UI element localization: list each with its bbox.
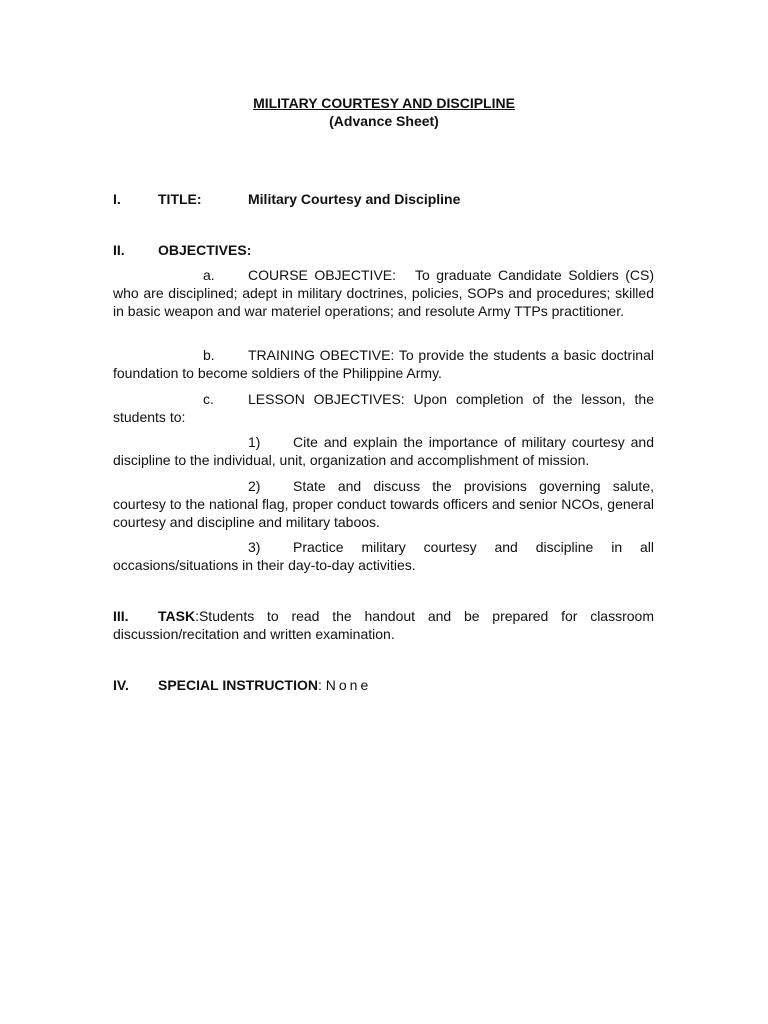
objective-item-training [113, 346, 654, 382]
item-marker: b. [203, 347, 215, 363]
lesson-objective-3 [113, 538, 654, 574]
section-number: I. [113, 191, 121, 207]
section-label: OBJECTIVES: [158, 242, 252, 258]
section-text: :Students to read the handout and be prepared for classroom discussion/recitation and written examination. [113, 608, 654, 642]
objective-item-course [113, 266, 658, 320]
item-marker: 2) [248, 478, 261, 494]
label-colon: : [317, 677, 326, 693]
section-number: II. [113, 242, 125, 258]
section-value: Military Courtesy and Discipline [248, 191, 461, 207]
section-label: TITLE: [158, 191, 202, 207]
item-text: Cite and explain the importance of military courtesy and discipline to the individual, unit, organization and accomplishment of mission. [113, 434, 654, 468]
section-label: TASK [158, 608, 196, 624]
item-text: COURSE OBJECTIVE: To graduate Candidate Soldiers (CS) who are disciplined; adept in military doctrines, policies, SOPs and procedures; skilled in basic weapon and war materiel operations; and resolute Army TTPs practitioner. [113, 267, 658, 319]
lesson-objective-1 [113, 433, 654, 469]
objective-item-lesson [113, 390, 654, 426]
section-value: None [325, 677, 372, 693]
section-number: III. [113, 608, 129, 624]
item-marker: c. [203, 391, 214, 407]
item-text: State and discuss the provisions governing salute, courtesy to the national flag, proper conduct towards officers and senior NCOs, general courtesy and discipline and military taboos. [113, 478, 654, 530]
item-text: TRAINING OBECTIVE: To provide the students a basic doctrinal foundation to become soldiers of the Philippine Army. [113, 347, 654, 381]
item-marker: 1) [248, 434, 261, 450]
item-text: Practice military courtesy and discipline in all occasions/situations in their day-to-day activities. [113, 539, 654, 573]
special-instruction-line [158, 676, 371, 694]
section-label: SPECIAL INSTRUCTION [158, 677, 318, 693]
section-task [113, 607, 654, 643]
document-title: MILITARY COURTESY AND DISCIPLINE [253, 95, 515, 111]
document-subtitle: (Advance Sheet) [329, 113, 439, 129]
item-text: LESSON OBJECTIVES: Upon completion of the lesson, the students to: [113, 391, 654, 425]
item-marker: 3) [248, 539, 261, 555]
section-number: IV. [113, 677, 129, 693]
lesson-objective-2 [113, 477, 654, 531]
item-marker: a. [203, 267, 215, 283]
